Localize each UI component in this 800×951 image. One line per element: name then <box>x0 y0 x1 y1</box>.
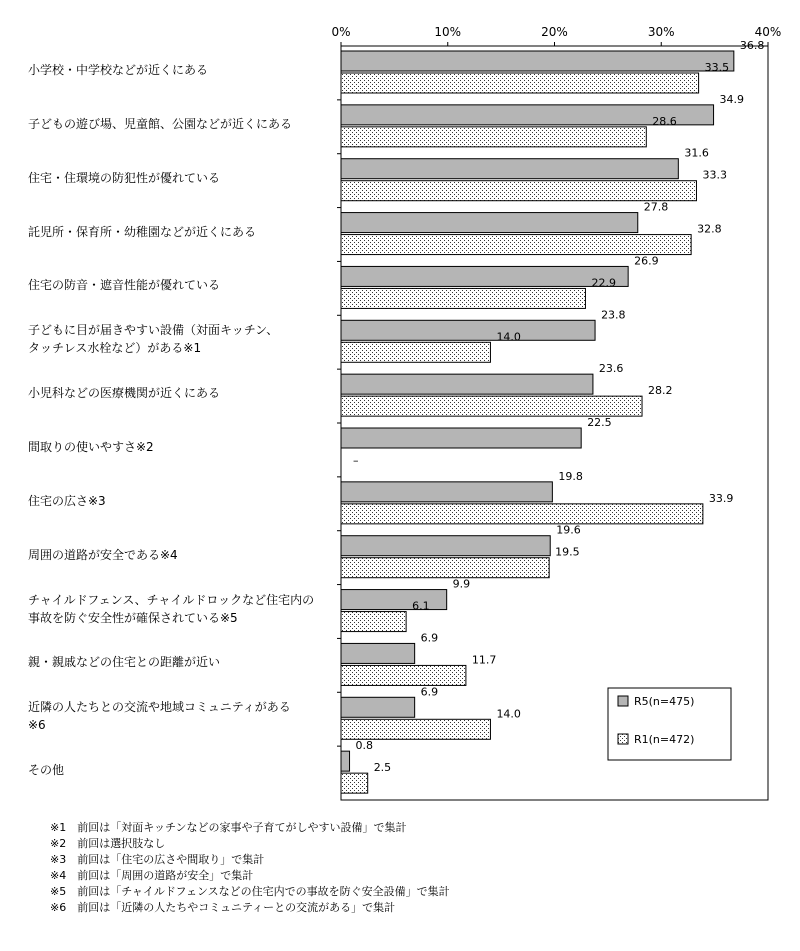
bar-r1 <box>341 181 696 201</box>
bar-r5 <box>341 266 628 286</box>
data-label: 6.1 <box>412 599 430 613</box>
data-label: 27.8 <box>643 200 669 214</box>
legend-swatch <box>618 696 628 706</box>
data-label: 34.9 <box>719 92 745 106</box>
category-label: 子どもの遊び場、児童館、公園などが近くにある <box>28 116 293 131</box>
bar-r1 <box>341 73 699 93</box>
data-label: 2.5 <box>373 761 392 775</box>
x-tick-label: 20% <box>541 25 568 39</box>
category-label: 間取りの使いやすさ※2 <box>28 439 154 454</box>
bar-r1 <box>341 342 490 362</box>
bar-r1 <box>341 612 406 632</box>
footnote: ※2 前回は選択肢なし <box>50 837 166 850</box>
category-label: 住宅の広さ※3 <box>28 493 106 508</box>
data-label: 23.8 <box>601 308 626 322</box>
category-label: 住宅・住環境の防犯性が優れている <box>28 170 221 185</box>
footnote: ※3 前回は「住宅の広さや間取り」で集計 <box>50 853 265 866</box>
bar-r5 <box>341 536 550 556</box>
bar-r5 <box>341 320 595 340</box>
data-label: 9.9 <box>452 577 471 591</box>
data-label: 19.6 <box>556 523 581 537</box>
bar-r1 <box>341 288 585 308</box>
footnote: ※4 前回は「周囲の道路が安全」で集計 <box>50 869 254 882</box>
data-label: 28.6 <box>652 114 677 128</box>
bar-r5 <box>341 374 593 394</box>
data-label: 36.8 <box>739 39 765 52</box>
bar-r1 <box>341 665 466 685</box>
bar-r5 <box>341 159 678 179</box>
category-label: 周囲の道路が安全である※4 <box>28 547 178 562</box>
data-label: 28.2 <box>648 384 673 398</box>
data-label: 6.9 <box>420 685 439 699</box>
legend-label: R5(n=475) <box>634 695 695 708</box>
legend-swatch <box>618 734 628 744</box>
bar-r5 <box>341 590 447 610</box>
bar-r1 <box>341 558 549 578</box>
bar-r5 <box>341 751 350 771</box>
data-label: 33.3 <box>702 168 727 182</box>
data-label: 19.8 <box>558 469 583 483</box>
bar-r1 <box>341 719 490 739</box>
data-label: 6.9 <box>420 631 439 645</box>
bar-r5 <box>341 697 415 717</box>
category-label: チャイルドフェンス、チャイルドロックなど住宅内の 事故を防ぐ安全性が確保されている※5 <box>28 592 315 625</box>
data-label: 26.9 <box>634 254 659 268</box>
bar-r5 <box>341 213 638 233</box>
bar-r1 <box>341 504 703 524</box>
data-label: 0.8 <box>355 739 374 753</box>
x-tick-label: 10% <box>434 25 462 39</box>
data-label: 32.8 <box>697 222 722 236</box>
bar-r1 <box>341 773 368 793</box>
bar-r1 <box>341 396 642 416</box>
bar-r5 <box>341 428 581 448</box>
category-label: 小児科などの医療機関が近くにある <box>28 386 221 401</box>
footnote: ※6 前回は「近隣の人たちやコミュニティーとの交流がある」で集計 <box>50 901 396 914</box>
category-label: 親・親戚などの住宅との距離が近い <box>28 655 221 670</box>
category-label: 住宅の防音・遮音性能が優れている <box>28 278 221 293</box>
x-tick-label: 30% <box>647 25 675 39</box>
bar-r5 <box>341 482 552 502</box>
bar-r1 <box>341 235 691 255</box>
category-label: 近隣の人たちとの交流や地域コミュニティがある ※6 <box>28 700 291 733</box>
category-label: 託児所・保育所・幼稚園などが近くにある <box>28 224 257 239</box>
data-label: 33.5 <box>704 61 730 74</box>
data-label: 23.6 <box>598 362 624 376</box>
category-label: 小学校・中学校などが近くにある <box>28 62 209 77</box>
data-label: 14.0 <box>496 707 521 721</box>
x-tick-label: 40% <box>754 25 782 39</box>
footnote: ※1 前回は「対面キッチンなどの家事や子育てがしやすい設備」で集計 <box>50 821 407 834</box>
data-label: 33.9 <box>708 491 734 505</box>
footnote: ※5 前回は「チャイルドフェンスなどの住宅内での事故を防ぐ安全設備」で集計 <box>50 885 450 898</box>
bar-r5 <box>341 643 415 663</box>
data-label: 14.0 <box>496 330 521 344</box>
legend-label: R1(n=472) <box>634 733 695 746</box>
x-tick-label: 0% <box>331 25 351 39</box>
category-label: その他 <box>28 763 65 778</box>
data-label: – <box>353 454 359 467</box>
category-label: 子どもに目が届きやすい設備（対面キッチン、 タッチレス水栓など）がある※1 <box>28 323 279 356</box>
data-label: 22.9 <box>591 276 616 290</box>
data-label: 22.5 <box>587 416 612 429</box>
footnotes <box>50 820 450 916</box>
bar-r1 <box>341 127 646 147</box>
data-label: 31.6 <box>684 146 709 160</box>
data-label: 11.7 <box>471 653 497 667</box>
data-label: 19.5 <box>555 545 580 559</box>
bar-r5 <box>341 51 734 71</box>
